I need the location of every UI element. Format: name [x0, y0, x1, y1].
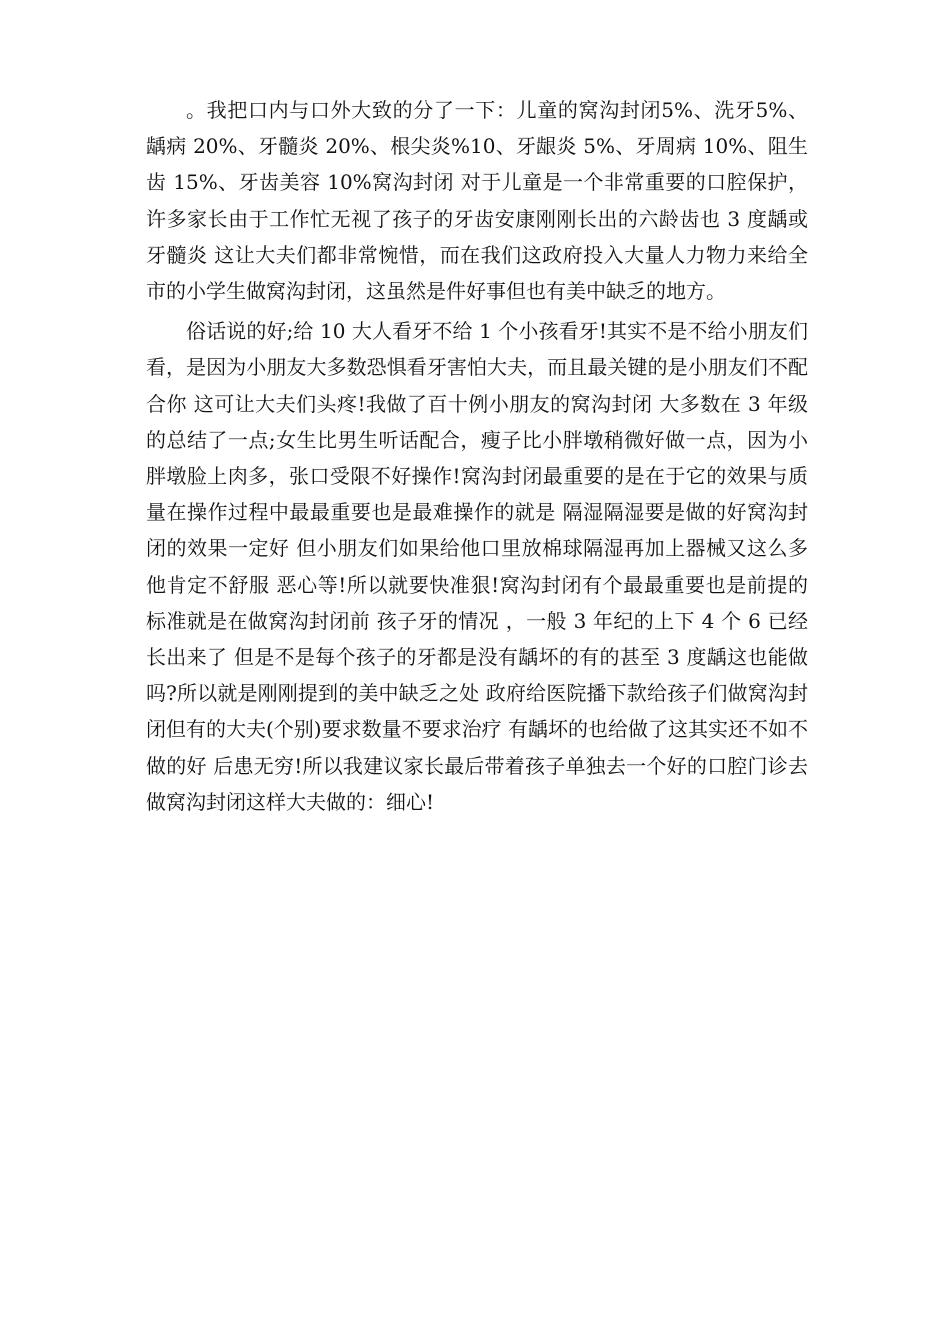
paragraph-2: 俗话说的好;给 10 大人看牙不给 1 个小孩看牙!其实不是不给小朋友们看，是因为小朋友大多数恐惧看牙害怕大夫，而且最关键的是小朋友们不配合你 这可让大夫们头疼!我做了百十例小朋友的窝沟封闭 大多数在 3 年级的总结了一点;女生比男生听话配合，瘦子比小胖墩稍微好做一点，因为小胖墩脸上肉多，张口受限不好操作!窝沟封闭最重要的是在于它的效果与质量在操作过程中最最重要也是最难操作的就是 隔湿隔湿要是做的好窝沟封闭的效果一定好 但小朋友们如果给他口里放棉球隔湿再加上器械又这么多他肯定不舒服 恶心等!所以就要快准狠!窝沟封闭有个最最重要也是前提的标准就是在做窝沟封闭前 孩子牙的情况 ，一般 3 年纪的上下 4 个 6 已经长出来了 但是不是每个孩子的牙都是没有龋坏的有的甚至 3 度龋这也能做吗?所以就是刚刚提到的美中缺乏之处 政府给医院播下款给孩子们做窝沟封闭但有的大夫(个别)要求数量不要求治疗 有龋坏的也给做了这其实还不如不做的好 后患无穷!所以我建议家长最后带着孩子单独去一个好的口腔门诊去做窝沟封闭这样大夫做的：细心! — [146, 319, 808, 814]
paragraph-1: 。我把口内与口外大致的分了一下：儿童的窝沟封闭5%、洗牙5%、龋病 20%、牙髓炎 20%、根尖炎%10、牙龈炎 5%、牙周病 10%、阻生齿 15%、牙齿美容 10%窝沟封闭 对于儿童是一个非常重要的口腔保护，许多家长由于工作忙无视了孩子的牙齿安康刚刚长出的六龄齿也 3 度龋或牙髓炎 这让大夫们都非常惋惜，而在我们这政府投入大量人力物力来给全市的小学生做窝沟封闭，这虽然是件好事但也有美中缺乏的地方。 — [146, 98, 808, 304]
document-body — [146, 92, 808, 820]
